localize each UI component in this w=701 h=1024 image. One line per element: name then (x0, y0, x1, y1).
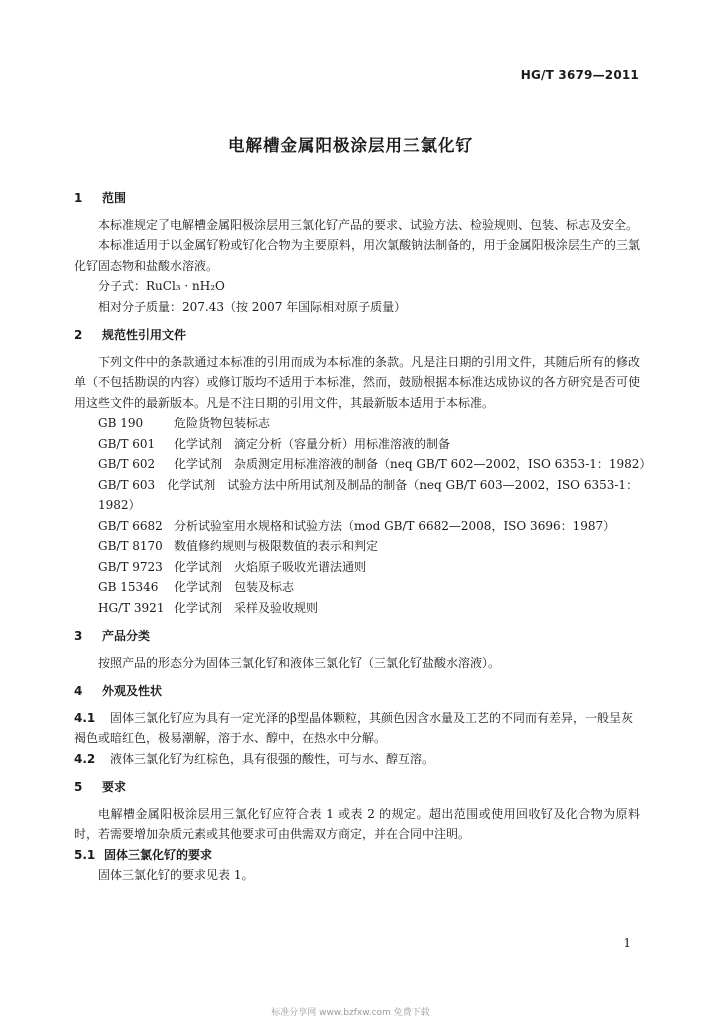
reference-title: 化学试剂 采样及验收规则 (174, 600, 319, 615)
reference-code: GB 15346 (98, 580, 159, 594)
reference-title: 化学试剂 包装及标志 (174, 580, 295, 594)
scope-paragraph: 本标准适用于以金属钌粉或钌化合物为主要原料，用次氯酸钠法制备的，用于金属阳极涂层生产的三氯化钌固态物和盐酸水溶液。 (74, 238, 640, 273)
clause-text: 固体三氯化钌应为具有一定光泽的β型晶体颗粒，其颜色因含水量及工艺的不同而有差异，一般呈灰褐色或暗红色，极易潮解，溶于水、醇中，在热水中分解。 (74, 710, 633, 745)
page-number: 1 (623, 936, 631, 950)
section-heading-classification (74, 626, 640, 647)
clause-number: 4.2 (74, 751, 96, 766)
reference-code: GB 190 (98, 416, 144, 430)
clause-4-2 (74, 749, 640, 770)
requirements-text: 电解槽金属阳极涂层用三氯化钌应符合表 1 或表 2 的规定。超出范围或使用回收钌及化合物为原料时，若需要增加杂质元素或其他要求可由供需双方商定，并在合同中注明。 (74, 806, 640, 841)
reference-title: 化学试剂 滴定分析（容量分析）用标准溶液的制备 (174, 436, 451, 451)
reference-title: 化学试剂 试验方法中所用试剂及制品的制备（neq GB/T 603—2002，ISO 6353-1：1982） (98, 477, 639, 512)
document-title: 电解槽金属阳极涂层用三氯化钌 (228, 136, 473, 155)
reference-code: GB/T 9723 (98, 559, 163, 574)
document-body (74, 188, 652, 886)
clause-number: 5.1 (74, 847, 96, 862)
reference-item (74, 454, 652, 475)
reference-title: 危险货物包装标志 (174, 416, 271, 430)
reference-item (74, 598, 640, 619)
reference-item (74, 577, 640, 598)
clause-number: 4.1 (74, 710, 96, 725)
reference-item (74, 475, 640, 516)
reference-item (74, 536, 640, 557)
reference-title: 分析试验室用水规格和试验方法（mod GB/T 6682—2008，ISO 3696：1987） (174, 518, 616, 533)
reference-title: 化学试剂 杂质测定用标准溶液的制备（neq GB/T 602—2002，ISO 6353-1：1982） (174, 457, 652, 471)
reference-code: GB/T 603 (98, 477, 156, 492)
clause-4-1 (74, 708, 640, 749)
classification-text: 按照产品的形态分为固体三氯化钌和液体三氯化钌（三氯化钌盐酸水溶液）。 (98, 655, 501, 670)
reference-code: GB/T 601 (98, 436, 156, 451)
molecular-formula: 分子式：RuCl₃ · nH₂O (98, 279, 225, 293)
references-intro: 下列文件中的条款通过本标准的引用而成为本标准的条款。凡是注日期的引用文件，其随后所有的修改单（不包括勘误的内容）或修订版均不适用于本标准，然而，鼓励根据本标准达成协议的各方研究是否可使用这些文件的最新版本。凡是不注日期的引用文件，其最新版本适用于本标准。 (74, 354, 640, 410)
section-heading-appearance (74, 681, 640, 702)
reference-item (74, 434, 640, 455)
section-heading-scope (74, 188, 640, 209)
reference-code: GB/T 602 (98, 457, 156, 471)
section-title: 要求 (102, 780, 127, 794)
reference-item (74, 516, 640, 537)
molecular-mass: 相对分子质量：207.43（按 2007 年国际相对原子质量） (98, 299, 407, 314)
footer-watermark: 标准分享网 www.bzfxw.com 免费下载 (271, 1008, 430, 1018)
section-number: 1 (74, 191, 83, 205)
reference-code: HG/T 3921 (98, 600, 165, 615)
reference-item (74, 557, 640, 578)
section-number: 5 (74, 780, 83, 794)
section-title: 产品分类 (102, 629, 151, 643)
reference-title: 化学试剂 火焰原子吸收光谱法通则 (174, 559, 367, 574)
section-heading-requirements (74, 777, 640, 798)
section-number: 2 (74, 328, 83, 342)
section-title: 范围 (102, 191, 127, 205)
section-heading-references (74, 325, 640, 346)
standard-code: HG/T 3679—2011 (520, 68, 639, 82)
clause-text: 液体三氯化钌为红棕色，具有很强的酸性，可与水、醇互溶。 (110, 751, 435, 766)
reference-code: GB/T 6682 (98, 518, 163, 533)
clause-5-1-heading (74, 845, 640, 866)
section-number: 4 (74, 684, 83, 698)
section-title: 外观及性状 (102, 684, 163, 698)
reference-title: 数值修约规则与极限数值的表示和判定 (174, 539, 379, 553)
scope-paragraph: 本标准规定了电解槽金属阳极涂层用三氯化钌产品的要求、试验方法、检验规则、包装、标志及安全。 (98, 217, 639, 232)
clause-title: 固体三氯化钌的要求 (104, 847, 213, 862)
reference-code: GB/T 8170 (98, 539, 163, 553)
clause-5-1-text: 固体三氯化钌的要求见表 1。 (98, 868, 254, 882)
section-title: 规范性引用文件 (102, 328, 187, 342)
reference-item (74, 413, 640, 434)
section-number: 3 (74, 629, 83, 643)
